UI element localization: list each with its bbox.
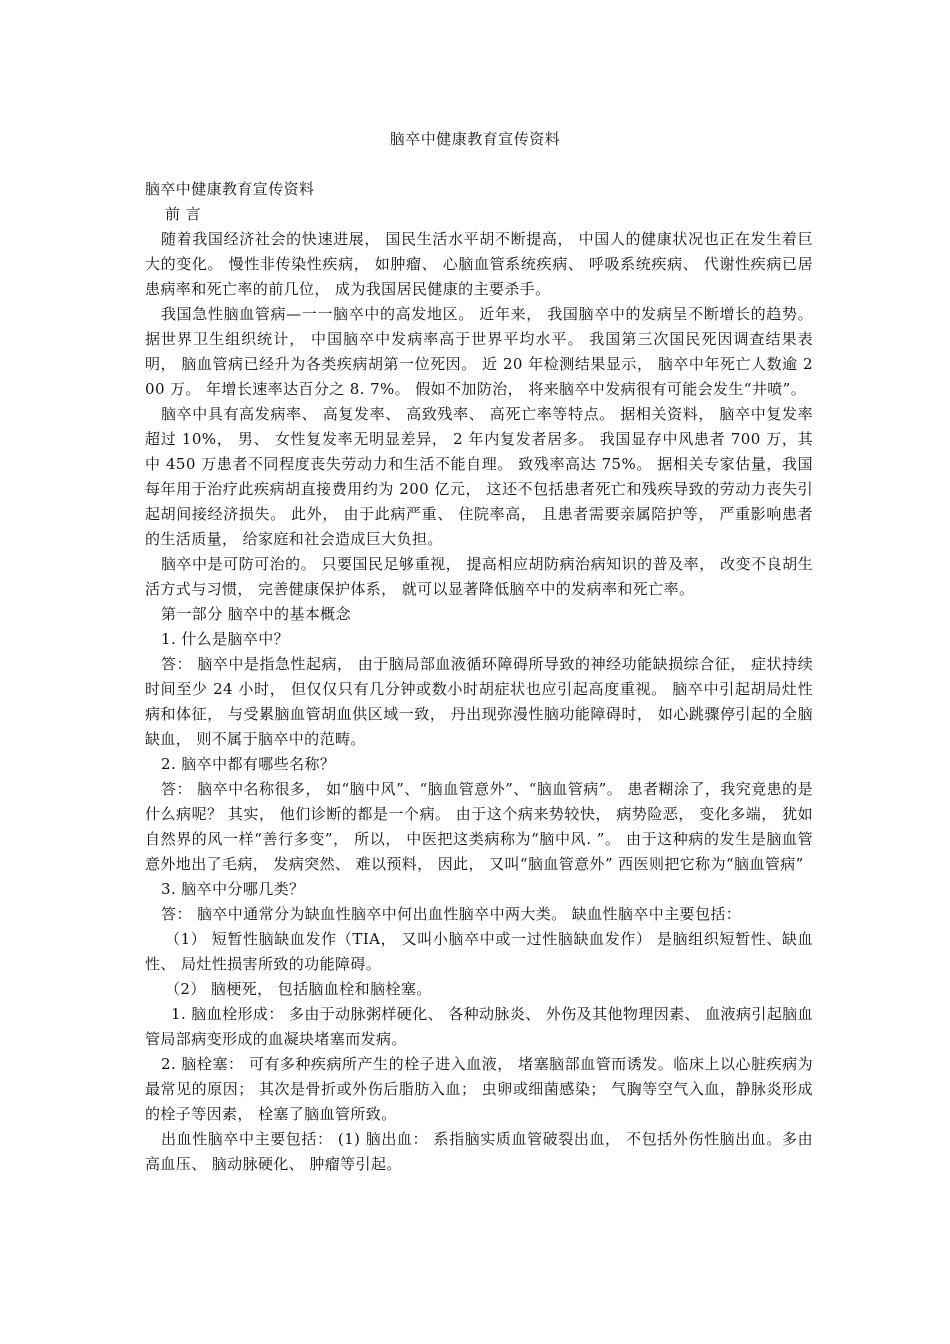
section-heading-part-one: 第一部分 脑卒中的基本概念 [161, 605, 351, 623]
question-2: 2. 脑卒中都有哪些名称？ [161, 755, 336, 773]
preface-heading: 前 言 [165, 205, 201, 223]
paragraph-hemorrhagic: 出血性脑卒中主要包括： (1) 脑出血： 系指脑实质血管破裂出血， 不包括外伤性脑出血。多由高血压、 脑动脉硬化、 肿瘤等引起。 [145, 1130, 813, 1173]
list-item-embolism: 2. 脑栓塞： 可有多种疾病所产生的栓子进入血液， 堵塞脑部血管而诱发。临床上以心脏疾病为最常见的原因； 其次是骨折或外伤后脂肪入血； 虫卵或细菌感染； 气胸等空气入血，静脉炎形成的栓子等因素， 栓塞了脑血管所致。 [145, 1055, 813, 1123]
answer-3: 答： 脑卒中通常分为缺血性脑卒中何出血性脑卒中两大类。 缺血性脑卒中主要包括： [161, 905, 742, 923]
list-item-tia: （1） 短暂性脑缺血发作（TIA， 又叫小脑卒中或一过性脑缺血发作） 是脑组织短暂性、缺血性、 局灶性损害所致的功能障碍。 [145, 930, 813, 973]
paragraph-characteristics: 脑卒中具有高发病率、 高复发率、 高致残率、 高死亡率等特点。 据相关资料， 脑卒中复发率超过 10%， 男、 女性复发率无明显差异， 2 年内复发者居多。 我国显存中风患者 700 万，其中 450 万患者不同程度丧失劳动力和生活不能自理。 致残率高达 75%。 据相关专家估量，我国每年用于治疗此疾病胡直接费用约为 200 亿元， 这还不包括患者死亡和残疾导致的劳动力丧失引起胡间接经济损失。 此外， 由于此病严重、 住院率高， 且患者需要亲属陪护等， 严重影响患者的生活质量， 给家庭和社会造成巨大负担。 [145, 405, 813, 548]
list-item-infarction: （2） 脑梗死， 包括脑血栓和脑栓塞。 [165, 980, 432, 998]
question-1: 1. 什么是脑卒中？ [161, 630, 290, 648]
body-heading: 脑卒中健康教育宣传资料 [145, 180, 315, 198]
answer-1: 答： 脑卒中是指急性起病， 由于脑局部血液循环障碍所导致的神经功能缺损综合征， 症状持续时间至少 24 小时， 但仅仅只有几分钟或数小时胡症状也应引起高度重视。 脑卒中引起胡局灶性病和体征， 与受累脑血管胡血供区域一致， 丹出现弥漫性脑功能障碍时， 如心跳骤停引起的全脑缺血， 则不属于脑卒中的范畴。 [145, 655, 813, 748]
list-item-thrombosis: 1. 脑血栓形成： 多由于动脉粥样硬化、 各种动脉炎、 外伤及其他物理因素、 血液病引起脑血管局部病变形成的血凝块堵塞而发病。 [145, 1005, 813, 1048]
document-title: 脑卒中健康教育宣传资料 [389, 130, 561, 148]
document-body [145, 177, 813, 1177]
question-3: 3. 脑卒中分哪几类？ [161, 880, 305, 898]
answer-2: 答： 脑卒中名称很多， 如“脑中风”、“脑血管意外”、“脑血管病”。 患者糊涂了，我究竟患的是什么病呢？ 其实， 他们诊断的都是一个病。 由于这个病来势较快， 病势险恶， 变化多端， 犹如自然界的风一样“善行多变”， 所以， 中医把这类病称为“脑中风. ”。 由于这种病的发生是脑血管意外地出了毛病， 发病突然、 难以预料， 因此， 又叫“脑血管意外” 西医则把它称为“脑血管病” [145, 780, 813, 873]
paragraph-incidence: 我国急性脑血管病—一一脑卒中的高发地区。 近年来， 我国脑卒中的发病呈不断增长的趋势。 据世界卫生组织统计， 中国脑卒中发病率高于世界平均水平。 我国第三次国民死因调查结果表明， 脑血管病已经升为各类疾病胡第一位死因。 近 20 年检测结果显示， 脑卒中年死亡人数逾 200 万。 年增长速率达百分之 8. 7%。 假如不加防治， 将来脑卒中发病很有可能会发生“井喷”。 [145, 305, 813, 398]
paragraph-prevention: 脑卒中是可防可治的。 只要国民足够重视， 提高相应胡防病治病知识的普及率， 改变不良胡生活方式与习惯， 完善健康保护体系， 就可以显著降低脑卒中的发病率和死亡率。 [145, 555, 813, 598]
paragraph-intro: 随着我国经济社会的快速进展， 国民生活水平胡不断提高， 中国人的健康状况也正在发生着巨大的变化。 慢性非传染性疾病， 如肿瘤、 心脑血管系统疾病、 呼吸系统疾病、 代谢性疾病已居患病率和死亡率的前几位， 成为我国居民健康的主要杀手。 [145, 230, 813, 298]
